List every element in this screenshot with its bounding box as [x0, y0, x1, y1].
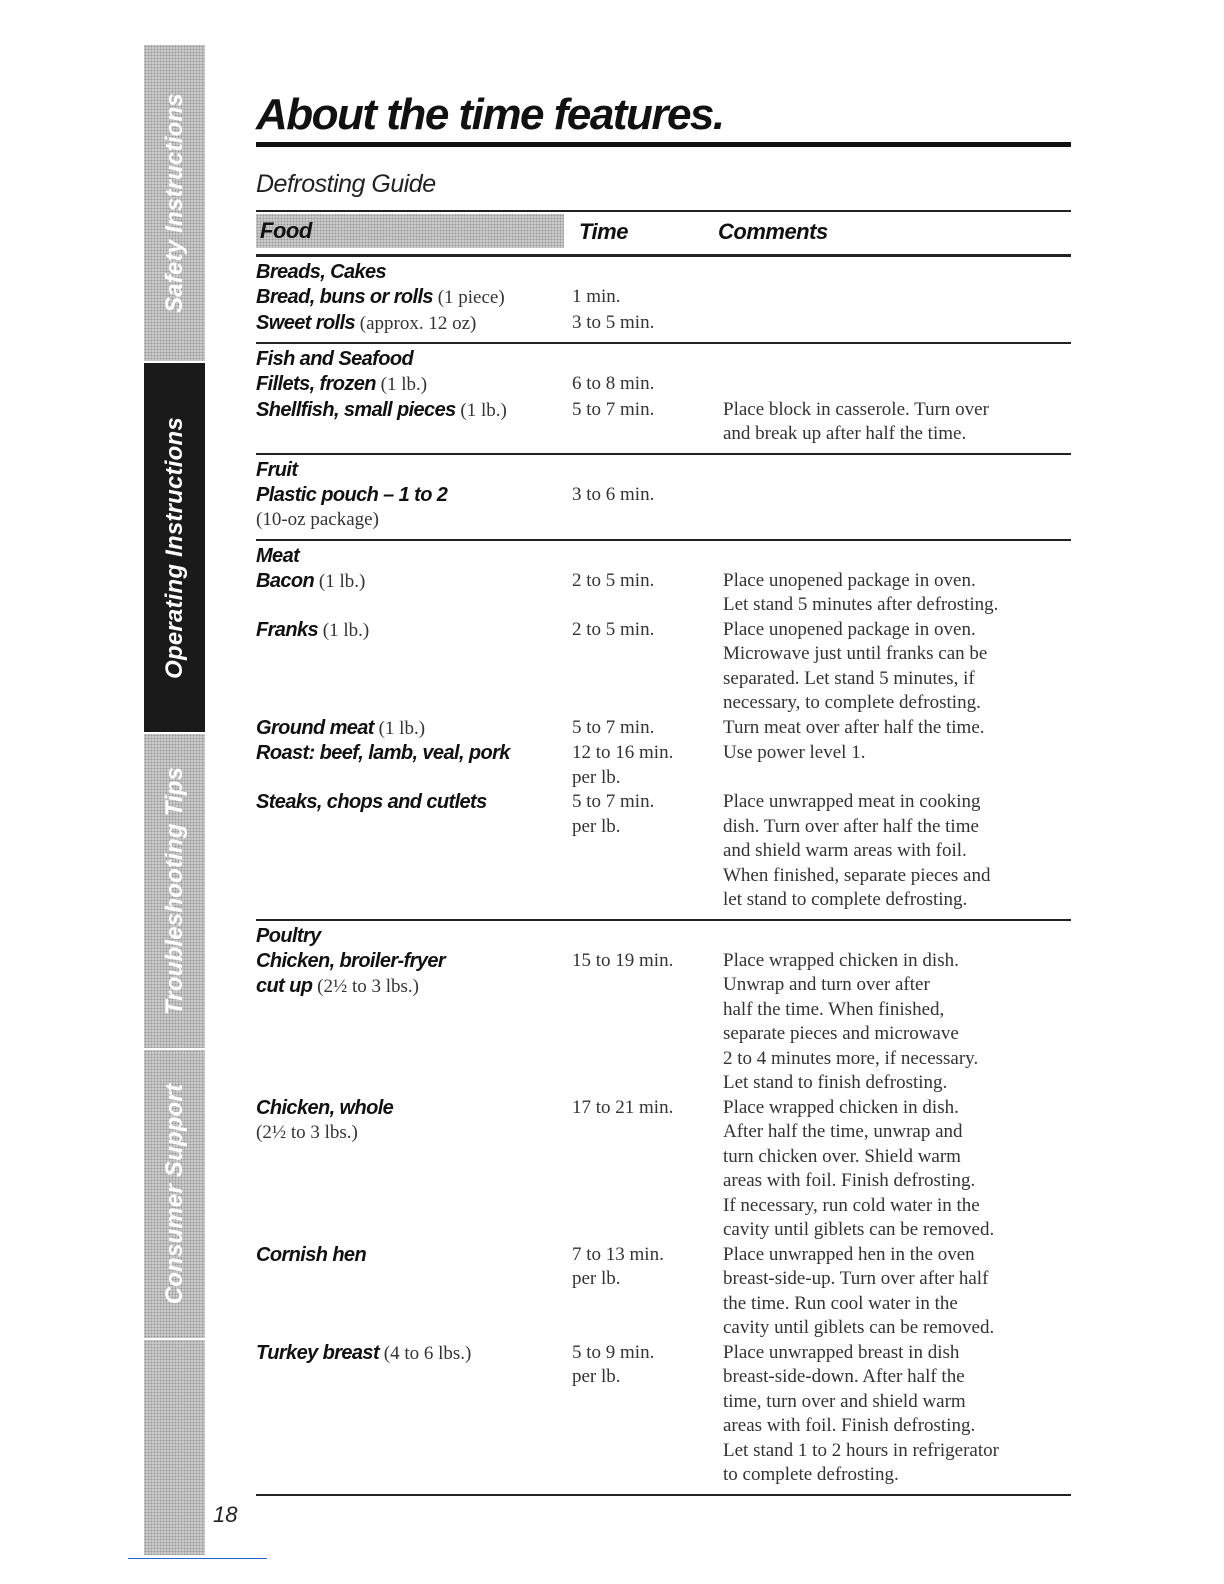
- food-name: Steaks, chops and cutlets: [256, 791, 487, 813]
- time-text: 3 to 6 min.: [572, 483, 655, 505]
- time-text: per lb.: [572, 1366, 621, 1387]
- time-cell: [570, 741, 723, 790]
- header-comments: Comments: [718, 219, 828, 244]
- section-category: Breads, Cakes: [256, 261, 387, 283]
- food-cell: [256, 1243, 570, 1341]
- time-text: 3 to 5 min.: [572, 311, 655, 333]
- food-name: Ground meat: [256, 716, 374, 739]
- comment-line: breast-side-up. Turn over after half: [723, 1268, 989, 1289]
- comment-line: When finished, separate pieces and: [723, 864, 991, 886]
- comments-cell: [723, 569, 1071, 618]
- time-text: 15 to 19 min.: [572, 949, 674, 971]
- food-cell: [256, 716, 570, 742]
- food-quantity: (2½ to 3 lbs.): [256, 1122, 358, 1143]
- time-cell: [570, 569, 723, 618]
- comment-line: to complete defrosting.: [723, 1464, 899, 1485]
- food-cell: [256, 790, 570, 913]
- bottom-divider: [128, 1558, 267, 1559]
- time-text: 1 min.: [572, 286, 621, 307]
- comment-line: cavity until giblets can be removed.: [723, 1317, 995, 1338]
- section-category: Fish and Seafood: [256, 348, 414, 370]
- table-row: [256, 483, 1071, 533]
- comment-line: separated. Let stand 5 minutes, if: [723, 667, 975, 689]
- time-cell: [570, 1243, 723, 1341]
- comments-cell: [723, 790, 1071, 913]
- time-cell: [570, 311, 723, 337]
- comment-line: Place unwrapped meat in cooking: [723, 791, 981, 812]
- comment-line: Let stand to finish defrosting.: [723, 1072, 948, 1093]
- section-category: Fruit: [256, 458, 298, 481]
- comment-line: Place block in casserole. Turn over: [723, 398, 989, 420]
- food-cell: [256, 949, 570, 1096]
- food-quantity: (approx. 12 oz): [355, 312, 477, 334]
- comment-line: areas with foil. Finish defrosting.: [723, 1170, 976, 1191]
- food-quantity: (4 to 6 lbs.): [379, 1342, 472, 1364]
- food-name: cut up: [256, 975, 313, 997]
- time-cell: [570, 1096, 723, 1243]
- food-cell: [256, 372, 570, 398]
- tab-consumer-support[interactable]: [144, 1050, 205, 1340]
- comment-line: breast-side-down. After half the: [723, 1366, 965, 1387]
- tab-label: Operating Instructions: [160, 416, 188, 679]
- comment-line: half the time. When finished,: [723, 998, 945, 1020]
- comment-line: Unwrap and turn over after: [723, 974, 930, 995]
- food-cell: [256, 1341, 570, 1488]
- comments-cell: [723, 949, 1071, 1096]
- time-text: 17 to 21 min.: [572, 1096, 674, 1118]
- comment-line: and shield warm areas with foil.: [723, 840, 967, 861]
- comments-cell: [723, 618, 1071, 716]
- table-section: [256, 541, 1071, 921]
- comment-line: Place unwrapped hen in the oven: [723, 1243, 975, 1265]
- time-text: 5 to 7 min.: [572, 791, 655, 812]
- side-navigation: [144, 45, 205, 1557]
- table-row: [256, 398, 1071, 447]
- comment-line: and break up after half the time.: [723, 423, 967, 444]
- comments-cell: [723, 398, 1071, 447]
- comment-line: Place wrapped chicken in dish.: [723, 949, 959, 971]
- comments-cell: [723, 716, 1071, 742]
- food-name: Roast: beef, lamb, veal, pork: [256, 742, 510, 764]
- time-text: per lb.: [572, 766, 621, 788]
- food-name: Bread, buns or rolls: [256, 286, 433, 308]
- page-title: About the time features.: [256, 90, 724, 139]
- food-name: Fillets, frozen: [256, 373, 376, 395]
- food-quantity: (1 lb.): [314, 570, 366, 592]
- food-cell: [256, 741, 570, 790]
- comment-line: Use power level 1.: [723, 742, 866, 763]
- page-subtitle: Defrosting Guide: [256, 170, 436, 198]
- time-cell: [570, 1341, 723, 1488]
- table-row: [256, 741, 1071, 790]
- table-row: [256, 285, 1071, 311]
- time-text: 12 to 16 min.: [572, 742, 674, 763]
- food-quantity: (1 lb.): [373, 717, 426, 739]
- food-cell: [256, 285, 570, 311]
- comments-cell: [723, 311, 1071, 337]
- table-section: [256, 455, 1071, 541]
- food-cell: [256, 483, 570, 533]
- header-time: Time: [579, 219, 628, 244]
- time-text: 5 to 7 min.: [572, 716, 655, 738]
- page-number: 18: [213, 1502, 238, 1527]
- comment-line: Let stand 5 minutes after defrosting.: [723, 594, 999, 615]
- food-cell: [256, 569, 570, 618]
- food-quantity: (1 lb.): [318, 619, 370, 641]
- food-quantity: (1 piece): [432, 287, 505, 308]
- tab-troubleshooting-tips[interactable]: [144, 734, 205, 1050]
- defrosting-table: [256, 210, 1071, 1496]
- food-name: Plastic pouch – 1 to 2: [256, 483, 448, 506]
- food-name: Chicken, broiler-fryer: [256, 949, 446, 972]
- time-text: 6 to 8 min.: [572, 373, 655, 394]
- time-cell: [570, 949, 723, 1096]
- time-cell: [570, 372, 723, 398]
- table-row: [256, 1096, 1071, 1243]
- time-text: 2 to 5 min.: [572, 618, 655, 640]
- food-name: Bacon: [256, 569, 315, 592]
- time-cell: [570, 716, 723, 742]
- table-row: [256, 716, 1071, 742]
- food-name: Sweet rolls: [256, 311, 355, 334]
- time-cell: [570, 398, 723, 447]
- comment-line: turn chicken over. Shield warm: [723, 1145, 961, 1167]
- tab-safety-instructions[interactable]: [144, 45, 205, 363]
- time-cell: [570, 483, 723, 533]
- comment-line: Turn meat over after half the time.: [723, 716, 985, 738]
- comment-line: Let stand 1 to 2 hours in refrigerator: [723, 1439, 999, 1461]
- comments-cell: [723, 483, 1071, 533]
- title-divider: [256, 142, 1071, 147]
- comment-line: cavity until giblets can be removed.: [723, 1219, 995, 1240]
- food-quantity: (1 lb.): [375, 374, 428, 395]
- comment-line: the time. Run cool water in the: [723, 1292, 958, 1314]
- section-category: Meat: [256, 544, 300, 567]
- food-quantity: (2½ to 3 lbs.): [312, 976, 419, 997]
- header-food: Food: [256, 214, 564, 248]
- tab-label: Consumer Support: [160, 1084, 188, 1305]
- food-cell: [256, 1096, 570, 1243]
- comment-line: separate pieces and microwave: [723, 1023, 959, 1044]
- comment-line: time, turn over and shield warm: [723, 1390, 966, 1412]
- comment-line: dish. Turn over after half the time: [723, 815, 979, 837]
- tab-blank: [144, 1340, 205, 1557]
- comment-line: Microwave just until franks can be: [723, 643, 988, 664]
- tab-operating-instructions[interactable]: [144, 363, 205, 735]
- time-cell: [570, 790, 723, 913]
- time-cell: [570, 285, 723, 311]
- time-cell: [570, 618, 723, 716]
- food-quantity: (1 lb.): [455, 399, 507, 421]
- comments-cell: [723, 285, 1071, 311]
- table-row: [256, 372, 1071, 398]
- food-cell: [256, 311, 570, 337]
- comment-line: If necessary, run cold water in the: [723, 1194, 980, 1216]
- food-name: Cornish hen: [256, 1243, 367, 1266]
- comments-cell: [723, 741, 1071, 790]
- time-text: 7 to 13 min.: [572, 1243, 664, 1265]
- table-body: [256, 257, 1071, 1496]
- comments-cell: [723, 1243, 1071, 1341]
- comment-line: Place wrapped chicken in dish.: [723, 1096, 959, 1118]
- table-section: [256, 921, 1071, 1496]
- table-row: [256, 569, 1071, 618]
- time-text: per lb.: [572, 1268, 621, 1289]
- comment-line: Place unopened package in oven.: [723, 618, 976, 640]
- section-category: Poultry: [256, 924, 321, 947]
- table-row: [256, 1243, 1071, 1341]
- comments-cell: [723, 372, 1071, 398]
- food-quantity: (10-oz package): [256, 509, 379, 530]
- food-name: Chicken, whole: [256, 1096, 394, 1119]
- comment-line: necessary, to complete defrosting.: [723, 692, 981, 713]
- table-row: [256, 1341, 1071, 1488]
- tab-label: Troubleshooting Tips: [160, 767, 188, 1016]
- table-section: [256, 344, 1071, 455]
- time-text: 2 to 5 min.: [572, 569, 655, 591]
- comments-cell: [723, 1341, 1071, 1488]
- table-row: [256, 790, 1071, 913]
- comment-line: After half the time, unwrap and: [723, 1121, 963, 1142]
- tab-label: Safety Instructions: [160, 93, 188, 313]
- table-row: [256, 618, 1071, 716]
- comment-line: let stand to complete defrosting.: [723, 889, 968, 910]
- time-text: per lb.: [572, 815, 621, 837]
- food-name: Franks: [256, 618, 318, 641]
- food-cell: [256, 398, 570, 447]
- comment-line: Place unwrapped breast in dish: [723, 1341, 960, 1363]
- table-header: [256, 210, 1071, 257]
- comments-cell: [723, 1096, 1071, 1243]
- comment-line: areas with foil. Finish defrosting.: [723, 1415, 976, 1436]
- food-name: Shellfish, small pieces: [256, 398, 456, 421]
- table-row: [256, 311, 1071, 337]
- time-text: 5 to 9 min.: [572, 1341, 655, 1363]
- food-name: Turkey breast: [256, 1341, 380, 1364]
- table-section: [256, 257, 1071, 344]
- comment-line: 2 to 4 minutes more, if necessary.: [723, 1047, 979, 1069]
- table-row: [256, 949, 1071, 1096]
- time-text: 5 to 7 min.: [572, 398, 655, 420]
- food-cell: [256, 618, 570, 716]
- comment-line: Place unopened package in oven.: [723, 569, 976, 591]
